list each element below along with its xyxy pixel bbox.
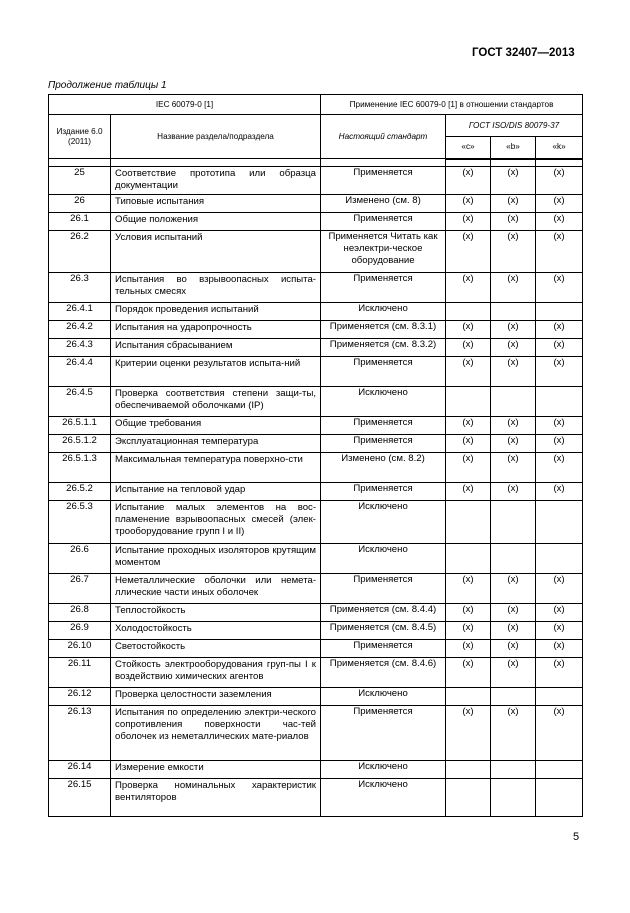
cell-b — [491, 302, 536, 320]
header-edition: Издание 6.0 (2011) — [49, 115, 111, 159]
cell-b: (x) — [491, 166, 536, 194]
cell-application: Изменено (см. 8) — [321, 194, 446, 212]
cell-section-number: 26.4.4 — [49, 356, 111, 386]
cell-k: (x) — [536, 212, 583, 230]
cell-c: (x) — [446, 452, 491, 482]
cell-k: (x) — [536, 705, 583, 760]
cell-c: (x) — [446, 434, 491, 452]
cell-b — [491, 543, 536, 573]
cell-section-title: Эксплуатационная температура — [111, 434, 321, 452]
cell-c — [446, 543, 491, 573]
cell-application: Исключено — [321, 760, 446, 778]
table-row — [49, 687, 583, 705]
cell-section-number: 26.6 — [49, 543, 111, 573]
cell-b: (x) — [491, 194, 536, 212]
cell-application: Применяется — [321, 434, 446, 452]
cell-k: (x) — [536, 482, 583, 500]
cell-section-title: Испытания на ударопрочность — [111, 320, 321, 338]
cell-c: (x) — [446, 603, 491, 621]
cell-c: (x) — [446, 573, 491, 603]
cell-k: (x) — [536, 603, 583, 621]
table-spacer — [49, 159, 583, 167]
cell-section-title: Общие требования — [111, 416, 321, 434]
table-row — [49, 500, 583, 543]
table-row — [49, 434, 583, 452]
cell-application: Исключено — [321, 687, 446, 705]
cell-c: (x) — [446, 639, 491, 657]
table-body — [49, 159, 583, 817]
table-row — [49, 386, 583, 416]
cell-c — [446, 687, 491, 705]
cell-section-title: Критерии оценки результатов испыта-ний — [111, 356, 321, 386]
table-row — [49, 621, 583, 639]
cell-section-number: 26.5.3 — [49, 500, 111, 543]
table-row — [49, 320, 583, 338]
header-present-standard: Настоящий стандарт — [321, 115, 446, 159]
cell-section-title: Порядок проведения испытаний — [111, 302, 321, 320]
table-row — [49, 452, 583, 482]
cell-section-title: Проверка соответствия степени защи-ты, обеспечиваемой оболочками (IP) — [111, 386, 321, 416]
cell-application: Применяется — [321, 416, 446, 434]
cell-b — [491, 778, 536, 816]
cell-application: Исключено — [321, 778, 446, 816]
cell-k: (x) — [536, 194, 583, 212]
cell-section-number: 26.15 — [49, 778, 111, 816]
cell-c: (x) — [446, 230, 491, 272]
cell-section-number: 26.4.3 — [49, 338, 111, 356]
cell-application: Применяется Читать как неэлектри-ческое оборудование — [321, 230, 446, 272]
cell-section-title: Испытание на тепловой удар — [111, 482, 321, 500]
cell-c — [446, 302, 491, 320]
cell-section-number: 26.8 — [49, 603, 111, 621]
cell-b: (x) — [491, 230, 536, 272]
cell-section-title: Проверка номинальных характеристик вентиляторов — [111, 778, 321, 816]
cell-b: (x) — [491, 621, 536, 639]
cell-b: (x) — [491, 452, 536, 482]
cell-k — [536, 386, 583, 416]
header-col-k: «k» — [536, 137, 583, 159]
cell-c: (x) — [446, 416, 491, 434]
header-col-b: «b» — [491, 137, 536, 159]
cell-section-number: 26.2 — [49, 230, 111, 272]
cell-c: (x) — [446, 194, 491, 212]
header-gost-iso: ГОСТ ISO/DIS 80079-37 — [446, 115, 583, 137]
cell-k: (x) — [536, 621, 583, 639]
cell-section-number: 26.7 — [49, 573, 111, 603]
cell-b: (x) — [491, 320, 536, 338]
cell-application: Применяется — [321, 705, 446, 760]
cell-b: (x) — [491, 705, 536, 760]
header-section-title: Название раздела/подраздела — [111, 115, 321, 159]
cell-b — [491, 760, 536, 778]
cell-c — [446, 500, 491, 543]
table-row — [49, 194, 583, 212]
header-col-c: «c» — [446, 137, 491, 159]
comparison-table — [48, 94, 583, 817]
cell-application: Применяется — [321, 166, 446, 194]
cell-b: (x) — [491, 657, 536, 687]
cell-c: (x) — [446, 166, 491, 194]
cell-k — [536, 778, 583, 816]
cell-section-title: Светостойкость — [111, 639, 321, 657]
cell-b — [491, 386, 536, 416]
cell-section-number: 26.14 — [49, 760, 111, 778]
table-row — [49, 760, 583, 778]
cell-section-title: Проверка целостности заземления — [111, 687, 321, 705]
cell-application: Применяется (см. 8.3.1) — [321, 320, 446, 338]
table-row — [49, 356, 583, 386]
table-row — [49, 573, 583, 603]
cell-b: (x) — [491, 416, 536, 434]
cell-section-title: Общие положения — [111, 212, 321, 230]
table-row — [49, 272, 583, 302]
cell-application: Исключено — [321, 500, 446, 543]
cell-application: Применяется — [321, 482, 446, 500]
cell-application: Применяется — [321, 212, 446, 230]
cell-section-title: Испытание малых элементов на вос-пламенение взрывоопасных смесей (элек-трооборудование групп I и II) — [111, 500, 321, 543]
cell-c: (x) — [446, 338, 491, 356]
cell-section-number: 26.9 — [49, 621, 111, 639]
table-row — [49, 166, 583, 194]
cell-section-number: 26.5.1.2 — [49, 434, 111, 452]
table-row — [49, 338, 583, 356]
table-caption: Продолжение таблицы 1 — [48, 80, 167, 91]
cell-application: Применяется (см. 8.4.6) — [321, 657, 446, 687]
cell-c: (x) — [446, 705, 491, 760]
cell-application: Применяется (см. 8.4.5) — [321, 621, 446, 639]
cell-section-number: 26.5.1.3 — [49, 452, 111, 482]
cell-section-title: Стойкость электрооборудования груп-пы I к воздействию химических агентов — [111, 657, 321, 687]
cell-c: (x) — [446, 356, 491, 386]
cell-b: (x) — [491, 482, 536, 500]
cell-c — [446, 386, 491, 416]
cell-b: (x) — [491, 272, 536, 302]
cell-b: (x) — [491, 212, 536, 230]
cell-b: (x) — [491, 338, 536, 356]
table-row — [49, 416, 583, 434]
cell-application: Применяется — [321, 356, 446, 386]
cell-section-title: Испытания по определению электри-ческого сопротивления поверхности час-тей оболочек из неметаллических мате-риалов — [111, 705, 321, 760]
cell-c — [446, 760, 491, 778]
cell-k: (x) — [536, 434, 583, 452]
cell-section-title: Соответствие прототипа или образца документации — [111, 166, 321, 194]
cell-section-title: Испытание проходных изоляторов крутящим моментом — [111, 543, 321, 573]
cell-k: (x) — [536, 356, 583, 386]
cell-section-number: 26.12 — [49, 687, 111, 705]
cell-section-number: 26.4.5 — [49, 386, 111, 416]
cell-k — [536, 760, 583, 778]
cell-application: Исключено — [321, 543, 446, 573]
header-application: Применение IEC 60079-0 [1] в отношении стандартов — [321, 95, 583, 115]
cell-k — [536, 543, 583, 573]
cell-application: Исключено — [321, 302, 446, 320]
cell-k: (x) — [536, 639, 583, 657]
cell-k — [536, 302, 583, 320]
table-row — [49, 212, 583, 230]
cell-b: (x) — [491, 639, 536, 657]
cell-application: Применяется — [321, 573, 446, 603]
table-row — [49, 778, 583, 816]
cell-c: (x) — [446, 621, 491, 639]
cell-application: Изменено (см. 8.2) — [321, 452, 446, 482]
header-iec: IEC 60079-0 [1] — [49, 95, 321, 115]
cell-application: Применяется — [321, 639, 446, 657]
cell-b: (x) — [491, 356, 536, 386]
cell-c: (x) — [446, 657, 491, 687]
cell-section-number: 25 — [49, 166, 111, 194]
cell-section-number: 26.4.2 — [49, 320, 111, 338]
cell-k: (x) — [536, 320, 583, 338]
cell-c: (x) — [446, 212, 491, 230]
cell-k: (x) — [536, 272, 583, 302]
table-row — [49, 543, 583, 573]
cell-application: Применяется (см. 8.4.4) — [321, 603, 446, 621]
cell-section-number: 26.5.2 — [49, 482, 111, 500]
cell-c: (x) — [446, 272, 491, 302]
table-row — [49, 482, 583, 500]
cell-b: (x) — [491, 603, 536, 621]
cell-b: (x) — [491, 434, 536, 452]
cell-section-title: Типовые испытания — [111, 194, 321, 212]
cell-k: (x) — [536, 416, 583, 434]
cell-section-title: Максимальная температура поверхно-сти — [111, 452, 321, 482]
cell-application: Исключено — [321, 386, 446, 416]
cell-section-number: 26.3 — [49, 272, 111, 302]
cell-k: (x) — [536, 657, 583, 687]
standard-code: ГОСТ 32407—2013 — [472, 47, 575, 59]
cell-b — [491, 687, 536, 705]
table-row — [49, 603, 583, 621]
cell-c: (x) — [446, 482, 491, 500]
table-row — [49, 657, 583, 687]
cell-section-title: Испытания во взрывоопасных испыта-тельных смесях — [111, 272, 321, 302]
cell-k: (x) — [536, 573, 583, 603]
cell-application: Применяется — [321, 272, 446, 302]
table-row — [49, 639, 583, 657]
cell-section-number: 26.11 — [49, 657, 111, 687]
cell-c — [446, 778, 491, 816]
table-row — [49, 705, 583, 760]
cell-b — [491, 500, 536, 543]
page-number: 5 — [573, 831, 580, 843]
cell-c: (x) — [446, 320, 491, 338]
cell-k: (x) — [536, 452, 583, 482]
cell-section-number: 26.1 — [49, 212, 111, 230]
cell-k — [536, 500, 583, 543]
cell-section-number: 26.10 — [49, 639, 111, 657]
cell-section-title: Холодостойкость — [111, 621, 321, 639]
cell-k — [536, 687, 583, 705]
cell-application: Применяется (см. 8.3.2) — [321, 338, 446, 356]
cell-section-number: 26.4.1 — [49, 302, 111, 320]
cell-section-number: 26.5.1.1 — [49, 416, 111, 434]
cell-section-title: Испытания сбрасыванием — [111, 338, 321, 356]
cell-k: (x) — [536, 338, 583, 356]
cell-section-title: Условия испытаний — [111, 230, 321, 272]
cell-section-title: Теплостойкость — [111, 603, 321, 621]
cell-section-number: 26.13 — [49, 705, 111, 760]
cell-section-title: Измерение емкости — [111, 760, 321, 778]
table-row — [49, 230, 583, 272]
table-row — [49, 302, 583, 320]
cell-k: (x) — [536, 230, 583, 272]
cell-b: (x) — [491, 573, 536, 603]
cell-k: (x) — [536, 166, 583, 194]
cell-section-number: 26 — [49, 194, 111, 212]
cell-section-title: Неметаллические оболочки или немета-ллические части иных оболочек — [111, 573, 321, 603]
